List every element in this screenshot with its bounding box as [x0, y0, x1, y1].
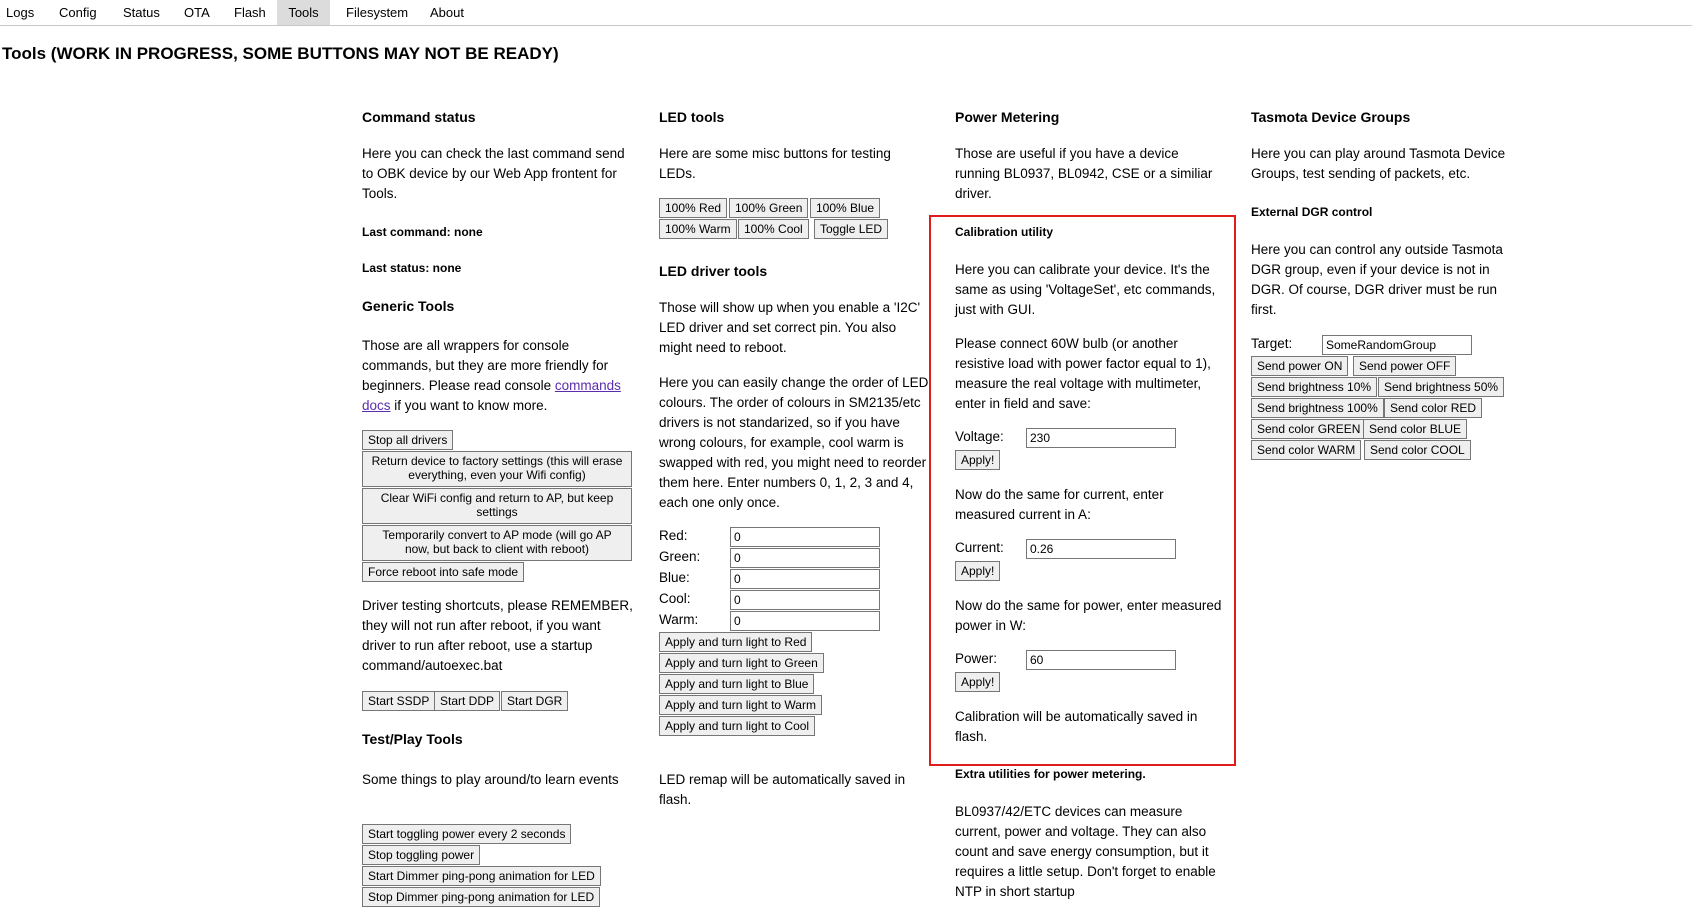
safe-mode-reboot-button[interactable]: Force reboot into safe mode	[362, 562, 524, 582]
send-color-red-button[interactable]: Send color RED	[1384, 398, 1482, 418]
cool-order-label: Cool:	[659, 591, 691, 606]
tab-logs[interactable]: Logs	[6, 5, 35, 20]
temp-ap-mode-button[interactable]: Temporarily convert to AP mode (will go AP now, but back to client with reboot)	[362, 525, 632, 561]
dgr-heading: Tasmota Device Groups	[1251, 109, 1411, 125]
warm-order-label: Warm:	[659, 612, 699, 627]
send-color-cool-button[interactable]: Send color COOL	[1364, 440, 1471, 460]
tab-bar	[0, 0, 1692, 26]
generic-tools-desc	[362, 336, 634, 416]
send-power-on-button[interactable]: Send power ON	[1251, 356, 1348, 376]
start-toggling-button[interactable]: Start toggling power every 2 seconds	[362, 824, 571, 844]
generic-tools-desc-text: Those are all wrappers for console commands, but they are more friendly for beginners. Please read console	[362, 338, 609, 393]
led-red-button[interactable]: 100% Red	[659, 198, 727, 218]
apply-voltage-button[interactable]: Apply!	[955, 450, 1000, 470]
tab-filesystem[interactable]: Filesystem	[346, 5, 409, 20]
current-desc: Now do the same for current, enter measured current in A:	[955, 487, 1164, 522]
calibration-desc2: Please connect 60W bulb (or another resistive load with power factor equal to 1), measure the real voltage with multimeter, enter in field and save:	[955, 336, 1211, 411]
stop-toggling-button[interactable]: Stop toggling power	[362, 845, 480, 865]
power-desc: Now do the same for power, enter measured power in W:	[955, 598, 1222, 633]
page-title: Tools (WORK IN PROGRESS, SOME BUTTONS MAY NOT BE READY)	[2, 44, 559, 63]
start-ddp-button[interactable]: Start DDP	[434, 691, 500, 711]
blue-order-label: Blue:	[659, 570, 690, 585]
blue-order-input[interactable]: 0	[730, 569, 880, 589]
led-tools-desc: Here are some misc buttons for testing LEDs.	[659, 146, 891, 181]
tab-ota[interactable]: OTA	[184, 5, 210, 20]
voltage-label: Voltage:	[955, 429, 1004, 444]
send-color-warm-button[interactable]: Send color WARM	[1251, 440, 1361, 460]
led-tools-heading: LED tools	[659, 109, 725, 125]
tab-flash[interactable]: Flash	[234, 5, 266, 20]
apply-blue-button[interactable]: Apply and turn light to Blue	[659, 674, 814, 694]
apply-power-button[interactable]: Apply!	[955, 672, 1000, 692]
send-brightness-10-button[interactable]: Send brightness 10%	[1251, 377, 1377, 397]
start-dgr-button[interactable]: Start DGR	[501, 691, 568, 711]
tab-tools[interactable]: Tools	[277, 0, 330, 25]
extra-utilities-desc: BL0937/42/ETC devices can measure current, power and voltage. They can also count and save energy consumption, but it requires a little setup. Don't forget to enable NTP in short startup	[955, 804, 1216, 899]
target-input[interactable]: SomeRandomGroup	[1322, 335, 1472, 355]
last-command-label: Last command: none	[362, 225, 483, 239]
power-metering-heading: Power Metering	[955, 109, 1060, 125]
send-brightness-100-button[interactable]: Send brightness 100%	[1251, 398, 1384, 418]
command-status-desc: Here you can check the last command send to OBK device by our Web App frontent for Tools.	[362, 146, 625, 201]
generic-tools-desc-tail: if you want to know more.	[390, 398, 548, 413]
power-label: Power:	[955, 651, 998, 666]
external-dgr-heading: External DGR control	[1251, 205, 1373, 219]
target-label: Target:	[1251, 336, 1293, 351]
power-metering-desc: Those are useful if you have a device running BL0937, BL0942, CSE or a similiar driver.	[955, 146, 1213, 201]
toggle-led-button[interactable]: Toggle LED	[814, 219, 888, 239]
extra-utilities-heading: Extra utilities for power metering.	[955, 767, 1146, 781]
led-driver-desc1: Those will show up when you enable a 'I2C' LED driver and set correct pin. You also might need to reboot.	[659, 300, 921, 355]
external-dgr-desc: Here you can control any outside Tasmota DGR group, even if your device is not in DGR. Of course, DGR driver must be run first.	[1251, 242, 1503, 317]
send-brightness-50-button[interactable]: Send brightness 50%	[1378, 377, 1504, 397]
green-order-input[interactable]: 0	[730, 548, 880, 568]
apply-green-button[interactable]: Apply and turn light to Green	[659, 653, 824, 673]
tab-config[interactable]: Config	[59, 5, 97, 20]
apply-warm-button[interactable]: Apply and turn light to Warm	[659, 695, 822, 715]
led-blue-button[interactable]: 100% Blue	[810, 198, 880, 218]
red-order-input[interactable]: 0	[730, 527, 880, 547]
test-play-heading: Test/Play Tools	[362, 731, 463, 747]
factory-reset-button[interactable]: Return device to factory settings (this will erase everything, even your Wifi config)	[362, 451, 632, 487]
calibration-heading: Calibration utility	[955, 225, 1054, 239]
start-ssdp-button[interactable]: Start SSDP	[362, 691, 435, 711]
stop-all-drivers-button[interactable]: Stop all drivers	[362, 430, 453, 450]
last-status-label: Last status: none	[362, 261, 462, 275]
led-warm-button[interactable]: 100% Warm	[659, 219, 737, 239]
led-cool-button[interactable]: 100% Cool	[738, 219, 809, 239]
send-color-blue-button[interactable]: Send color BLUE	[1363, 419, 1467, 439]
led-driver-desc2: Here you can easily change the order of LED colours. The order of colours in SM2135/etc drivers is not standarized, so if you have wrong colours, for example, cool warm is swapped with red, you might need to reorder them here. Enter numbers 0, 1, 2, 3 and 4, each one only once.	[659, 375, 929, 510]
led-driver-heading: LED driver tools	[659, 263, 768, 279]
apply-current-button[interactable]: Apply!	[955, 561, 1000, 581]
clear-wifi-button[interactable]: Clear WiFi config and return to AP, but keep settings	[362, 488, 632, 524]
warm-order-input[interactable]: 0	[730, 611, 880, 631]
calibration-desc1: Here you can calibrate your device. It's the same as using 'VoltageSet', etc commands, just with GUI.	[955, 262, 1216, 317]
apply-cool-button[interactable]: Apply and turn light to Cool	[659, 716, 815, 736]
stop-dimmer-pingpong-button[interactable]: Stop Dimmer ping-pong animation for LED	[362, 887, 600, 907]
test-play-desc: Some things to play around/to learn events	[362, 772, 619, 787]
command-status-heading: Command status	[362, 109, 476, 125]
calibration-highlight-box	[929, 215, 1236, 766]
led-green-button[interactable]: 100% Green	[729, 198, 808, 218]
green-order-label: Green:	[659, 549, 701, 564]
current-input[interactable]: 0.26	[1026, 539, 1176, 559]
send-power-off-button[interactable]: Send power OFF	[1353, 356, 1456, 376]
send-color-green-button[interactable]: Send color GREEN	[1251, 419, 1366, 439]
led-remap-note: LED remap will be automatically saved in flash.	[659, 772, 906, 807]
cool-order-input[interactable]: 0	[730, 590, 880, 610]
calibration-saved-note: Calibration will be automatically saved in flash.	[955, 709, 1198, 744]
generic-tools-heading: Generic Tools	[362, 298, 455, 314]
voltage-input[interactable]: 230	[1026, 428, 1176, 448]
tab-about[interactable]: About	[430, 5, 464, 20]
tab-status[interactable]: Status	[123, 5, 160, 20]
commands-docs-link[interactable]: commands docs	[362, 378, 621, 413]
dgr-desc: Here you can play around Tasmota Device Groups, test sending of packets, etc.	[1251, 146, 1506, 181]
apply-red-button[interactable]: Apply and turn light to Red	[659, 632, 812, 652]
red-order-label: Red:	[659, 528, 688, 543]
current-label: Current:	[955, 540, 1004, 555]
driver-shortcuts-desc: Driver testing shortcuts, please REMEMBER, they will not run after reboot, if you want driver to run after reboot, use a startup command/autoexec.bat	[362, 598, 633, 673]
start-dimmer-pingpong-button[interactable]: Start Dimmer ping-pong animation for LED	[362, 866, 601, 886]
power-input[interactable]: 60	[1026, 650, 1176, 670]
